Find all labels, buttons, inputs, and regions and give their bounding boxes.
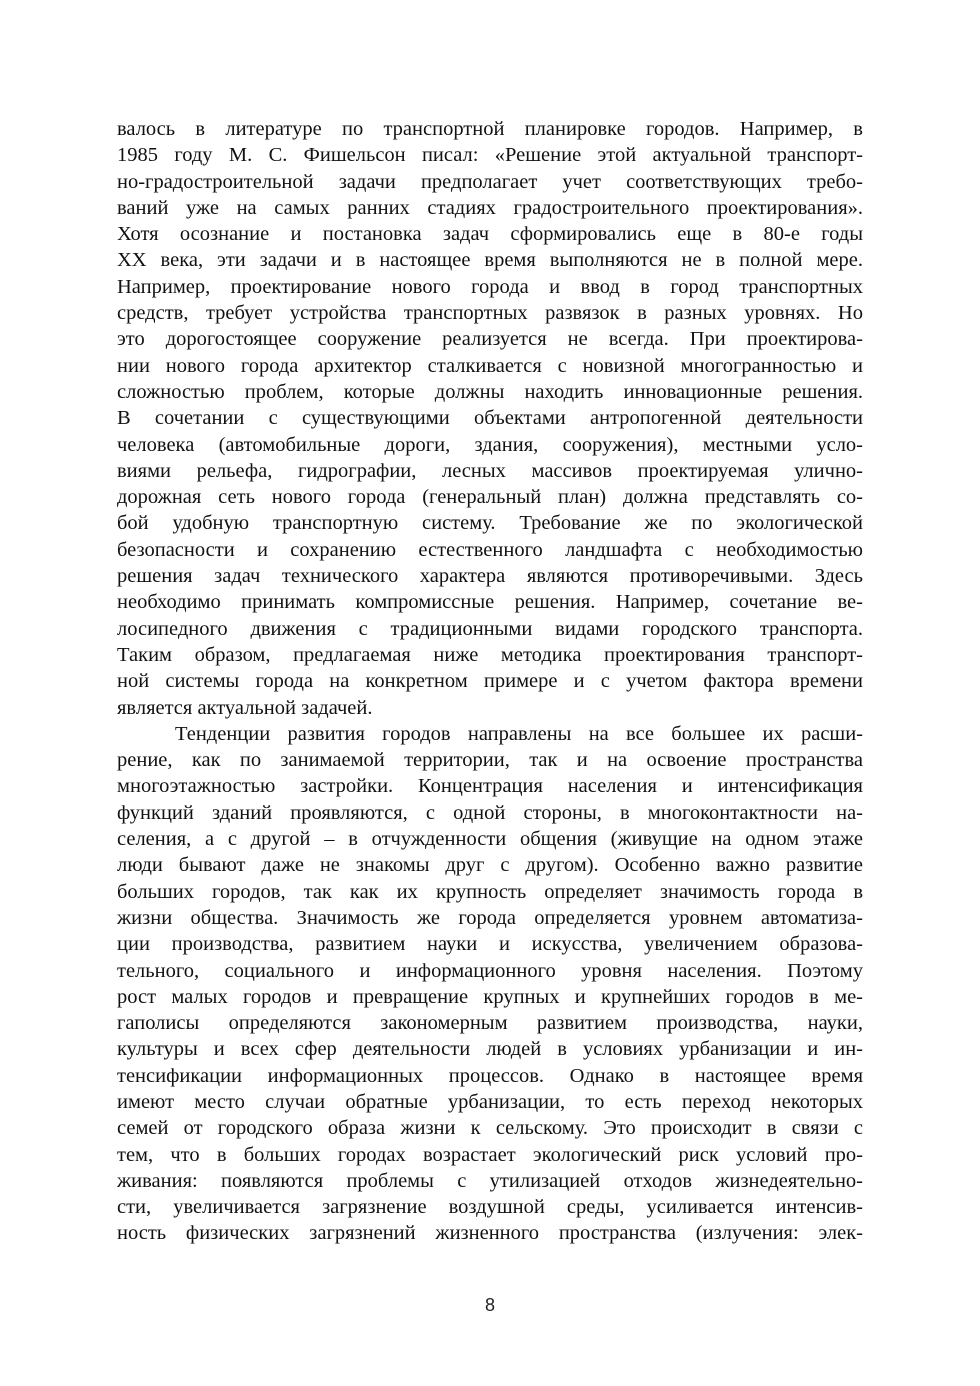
text-line: лосипедного движения с традиционными видами городского транспорта.: [117, 617, 863, 640]
text-line: ной системы города на конкретном примере и с учетом фактора времени: [117, 670, 863, 693]
text-line: бой удобную транспортную систему. Требование же по экологической: [117, 512, 863, 535]
text-line: Хотя осознание и постановка задач сформировались еще в 80-е годы: [117, 223, 863, 246]
text-line: ность физических загрязнений жизненного пространства (излучения: элек-: [117, 1222, 863, 1245]
text-line: Тенденции развития городов направлены на все большее их расши-: [175, 722, 863, 745]
text-line: В сочетании с существующими объектами антропогенной деятельности: [117, 407, 863, 430]
text-line: многоэтажностью застройки. Концентрация населения и интенсификация: [117, 775, 863, 798]
text-line: Таким образом, предлагаемая ниже методика проектирования транспорт-: [117, 643, 863, 666]
page-number: 8: [484, 1295, 495, 1315]
text-line: сти, увеличивается загрязнение воздушной среды, усиливается интенсив-: [117, 1196, 863, 1219]
text-line: жизни общества. Значимость же города определяется уровнем автоматиза-: [117, 906, 863, 929]
text-line: живания: появляются проблемы с утилизацией отходов жизнедеятельно-: [117, 1169, 863, 1192]
text-line: функций зданий проявляются, с одной стороны, в многоконтактности на-: [117, 801, 863, 824]
text-line: является актуальной задачей.: [117, 696, 373, 719]
text-line: решения задач технического характера являются противоречивыми. Здесь: [117, 565, 863, 588]
text-line: рение, как по занимаемой территории, так и на освоение пространства: [117, 749, 863, 772]
text-line: селения, а с другой – в отчужденности общения (живущие на одном этаже: [117, 828, 863, 851]
text-line: 1985 году М. С. Фишельсон писал: «Решение этой актуальной транспорт-: [117, 144, 863, 167]
paragraph-urban-development-trends: [117, 721, 863, 1247]
text-line: имеют место случаи обратные урбанизации, то есть переход некоторых: [117, 1090, 863, 1113]
text-line: виями рельефа, гидрографии, лесных массивов проектируемая улично-: [117, 459, 863, 482]
text-line: семей от городского образа жизни к сельскому. Это происходит в связи с: [117, 1117, 863, 1140]
text-line: люди бывают даже не знакомы друг с другом). Особенно важно развитие: [117, 854, 863, 877]
text-line: рост малых городов и превращение крупных и крупнейших городов в ме-: [117, 985, 863, 1008]
text-line: валось в литературе по транспортной планировке городов. Например, в: [117, 118, 863, 140]
text-line: дорожная сеть нового города (генеральный план) должна представлять со-: [117, 486, 863, 509]
page-body: [117, 116, 863, 1247]
text-line: безопасности и сохранению естественного ландшафта с необходимостью: [117, 538, 863, 561]
text-line: сложностью проблем, которые должны находить инновационные решения.: [117, 380, 863, 403]
text-line: ции производства, развитием науки и искусства, увеличением образова-: [117, 933, 863, 956]
text-line: это дорогостоящее сооружение реализуется не всегда. При проектирова-: [117, 328, 863, 351]
text-line: Например, проектирование нового города и ввод в город транспортных: [117, 275, 863, 298]
text-line: необходимо принимать компромиссные решения. Например, сочетание ве-: [117, 591, 863, 614]
text-line: культуры и всех сфер деятельности людей в условиях урбанизации и ин-: [117, 1038, 863, 1061]
text-line: ваний уже на самых ранних стадиях градостроительного проектирования».: [117, 196, 863, 219]
text-line: человека (автомобильные дороги, здания, сооружения), местными усло-: [117, 433, 863, 456]
text-line: больших городов, так как их крупность определяет значимость города в: [117, 880, 863, 903]
text-line: тельного, социального и информационного уровня населения. Поэтому: [117, 959, 863, 982]
text-line: средств, требует устройства транспортных развязок в разных уровнях. Но: [117, 302, 863, 325]
text-line: тенсификации информационных процессов. Однако в настоящее время: [117, 1064, 863, 1087]
text-line: XX века, эти задачи и в настоящее время выполняются не в полной мере.: [117, 249, 863, 272]
text-line: нии нового города архитектор сталкивается с новизной многогранностью и: [117, 354, 863, 377]
text-line: тем, что в больших городах возрастает экологический риск условий про-: [117, 1143, 863, 1166]
paragraph-urban-transport-planning: [117, 116, 863, 721]
text-line: гаполисы определяются закономерным развитием производства, науки,: [117, 1012, 863, 1035]
text-line: но-градостроительной задачи предполагает учет соответствующих требо-: [117, 170, 863, 193]
